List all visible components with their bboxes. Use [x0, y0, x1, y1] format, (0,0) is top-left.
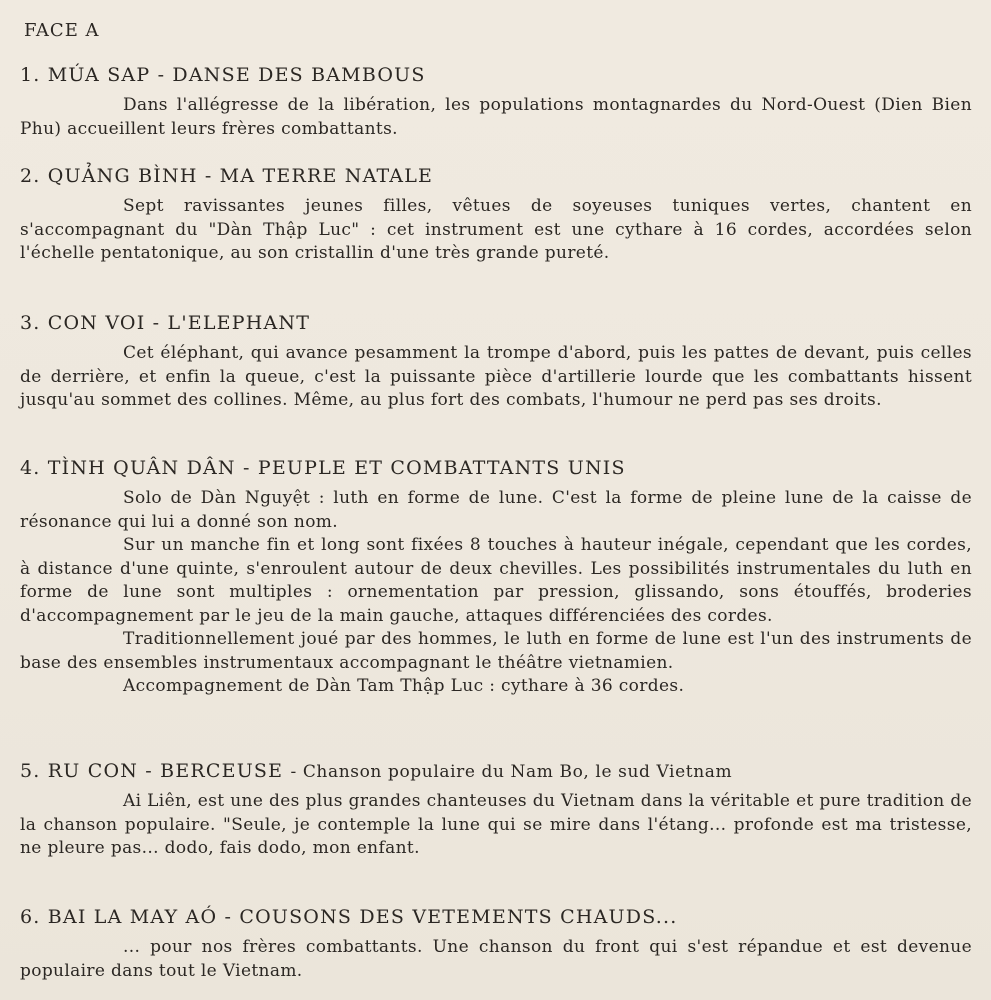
section-1: [0, 64, 991, 141]
section-paragraph: Solo de Dàn Nguyệt : luth en forme de lune. C'est la forme de pleine lune de la caisse de résonance qui lui a donné son nom.: [20, 488, 972, 532]
section-paragraph: ... pour nos frères combattants. Une chanson du front qui s'est répandue et est devenue populaire dans tout le Vietnam.: [20, 937, 972, 981]
section-paragraph: Cet éléphant, qui avance pesamment la trompe d'abord, puis les pattes de devant, puis celles de derrière, et enfin la queue, c'est la puissante pièce d'artillerie lourde que les combattants hissent jusqu'au sommet des collines. Même, au plus fort des combats, l'humour ne perd pas ses droits.: [20, 343, 972, 410]
section-4: [0, 457, 991, 699]
section-paragraph: Accompagnement de Dàn Tam Thập Luc : cythare à 36 cordes.: [123, 676, 685, 696]
section-paragraph: Dans l'allégresse de la libération, les populations montagnardes du Nord-Ouest (Dien Bien Phu) accueillent leurs frères combattants.: [20, 95, 972, 139]
section-paragraph: Sept ravissantes jeunes filles, vêtues de soyeuses tuniques vertes, chantent en s'accompagnant du "Dàn Thập Luc" : cet instrument est une cythare à 16 cordes, accordées selon l'échelle pentatonique, au son cristallin d'une très grande pureté.: [20, 196, 972, 263]
section-heading: 6. BAI LA MAY AÓ - COUSONS DES VETEMENTS CHAUDS...: [20, 906, 678, 928]
section-6: [0, 906, 991, 983]
section-heading: 2. QUẢNG BÌNH - MA TERRE NATALE: [20, 165, 434, 187]
section-3: [0, 312, 991, 413]
section-paragraph: Ai Liên, est une des plus grandes chanteuses du Vietnam dans la véritable et pure tradition de la chanson populaire. "Seule, je contemple la lune qui se mire dans l'étang... profonde est ma tristesse, ne pleure pas... dodo, fais dodo, mon enfant.: [20, 791, 973, 858]
section-paragraph: Traditionnellement joué par des hommes, le luth en forme de lune est l'un des instruments de base des ensembles instrumentaux accompagnant le théâtre vietnamien.: [20, 629, 972, 673]
section-heading: 1. MÚA SAP - DANSE DES BAMBOUS: [20, 64, 426, 86]
section-paragraph: Sur un manche fin et long sont fixées 8 touches à hauteur inégale, cependant que les cordes, à distance d'une quinte, s'enroulent autour de deux chevilles. Les possibilités instrumentales du luth en forme de lune sont multiples : ornementation par pression, glissando, sons étouffés, broderies d'accompagnement par le jeu de la main gauche, attaques différenciées des cordes.: [20, 535, 972, 626]
section-heading: [20, 760, 991, 782]
section-5: [0, 760, 991, 861]
section-heading: 3. CON VOI - L'ELEPHANT: [20, 312, 311, 334]
section-heading: 4. TÌNH QUÂN DÂN - PEUPLE ET COMBATTANTS UNIS: [20, 457, 626, 479]
section-2: [0, 165, 991, 266]
face-label: FACE A: [24, 20, 100, 41]
section-heading-subtitle: - Chanson populaire du Nam Bo, le sud Vietnam: [290, 762, 733, 782]
section-heading-title: 5. RU CON - BERCEUSE: [20, 760, 284, 782]
